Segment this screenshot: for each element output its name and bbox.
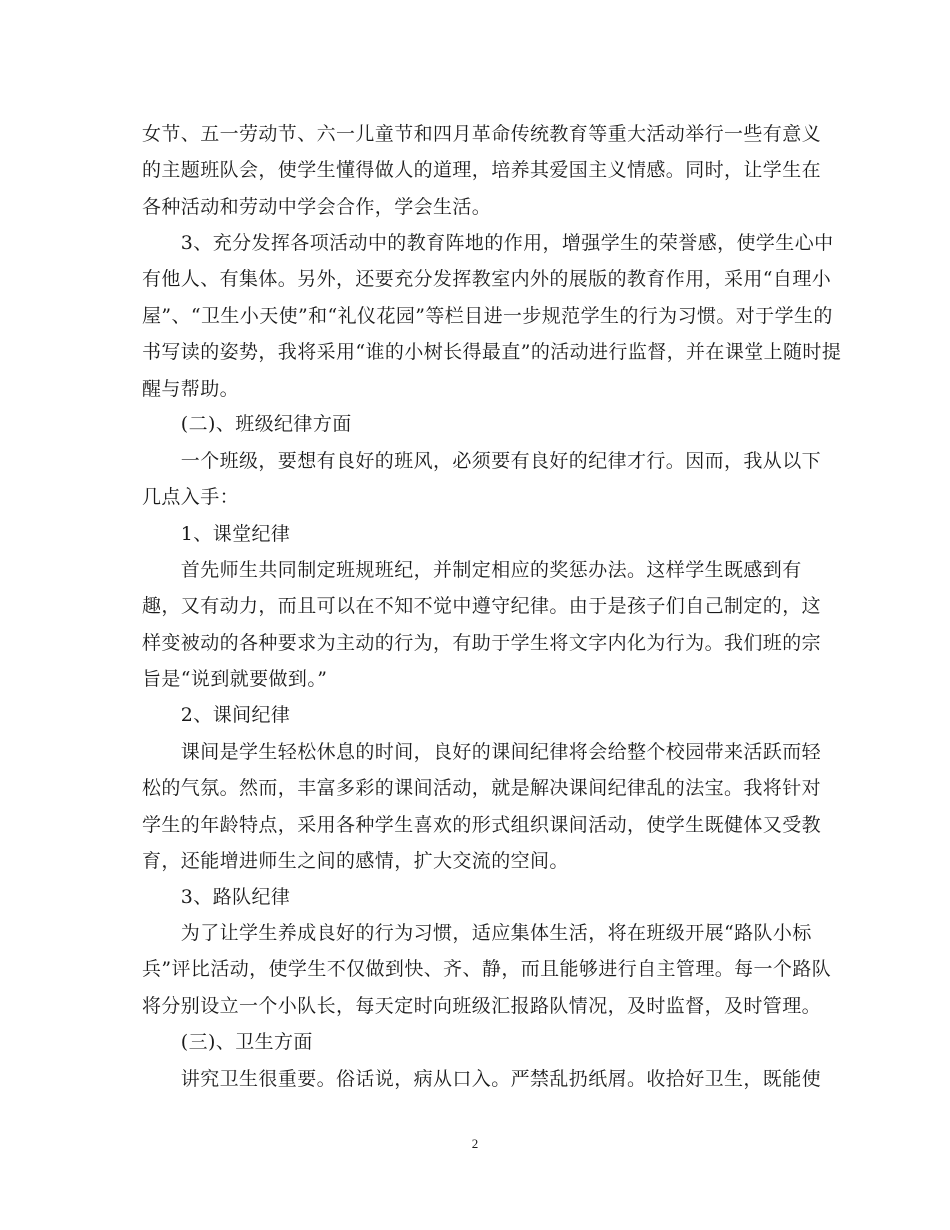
paragraph <box>142 225 842 407</box>
text-line: 兵”评比活动，使学生不仅做到快、齐、静，而且能够进行自主管理。每一个路队 <box>142 958 832 981</box>
text-line: 讲究卫生很重要。俗话说，病从口入。严禁乱扔纸屑。收拾好卫生，既能使 <box>142 1068 822 1090</box>
text-line: 女节、五一劳动节、六一儿童节和四月革命传统教育等重大活动举行一些有意义 <box>142 123 822 145</box>
paragraph <box>142 443 822 516</box>
paragraph <box>142 697 810 733</box>
text-line: 学生的年龄特点，采用各种学生喜欢的形式组织课间活动，使学生既健体又受教 <box>142 813 822 836</box>
text-line: 有他人、有集体。另外，还要充分发挥教室内外的展版的教育作用，采用“自理小 <box>142 268 832 291</box>
text-line: 醒与帮助。 <box>142 377 240 400</box>
paragraph <box>142 516 810 552</box>
text-line: 首先师生共同制定班规班纪，并制定相应的奖惩办法。这样学生既感到有 <box>142 559 802 581</box>
text-line: 几点入手： <box>142 486 240 509</box>
text-line: 为了让学生养成良好的行为习惯，适应集体生活，将在班级开展“路队小标 <box>142 922 812 944</box>
text-line: 3、充分发挥各项活动中的教育阵地的作用，增强学生的荣誉感，使学生心中 <box>142 232 834 254</box>
text-line: 屋”、“卫生小天使”和“礼仪花园”等栏目进一步规范学生的行为习惯。对于学生的 <box>142 304 833 327</box>
text-line: 样变被动的各种要求为主动的行为，有助于学生将文字内化为行为。我们班的宗 <box>142 631 822 654</box>
paragraph <box>142 879 810 915</box>
text-line: 的主题班队会，使学生懂得做人的道理，培养其爱国主义情感。同时，让学生在 <box>142 159 822 182</box>
paragraph <box>142 734 822 880</box>
text-line: 2、课间纪律 <box>142 704 291 726</box>
paragraph <box>142 406 810 442</box>
paragraph <box>142 116 822 225</box>
text-line: 课间是学生轻松休息的时间，良好的课间纪律将会给整个校园带来活跃而轻 <box>142 741 822 763</box>
page-number: 2 <box>471 1136 479 1151</box>
text-line: 各种活动和劳动中学会合作，学会生活。 <box>142 195 492 218</box>
text-line: 将分别设立一个小队长，每天定时向班级汇报路队情况，及时监督，及时管理。 <box>142 994 822 1017</box>
text-line: 趣，又有动力，而且可以在不知不觉中遵守纪律。由于是孩子们自己制定的，这 <box>142 595 822 618</box>
paragraph <box>142 915 832 1024</box>
text-line: 3、路队纪律 <box>142 886 291 908</box>
text-line: 1、课堂纪律 <box>142 523 291 545</box>
text-line: 一个班级，要想有良好的班风，必须要有良好的纪律才行。因而，我从以下 <box>142 450 822 472</box>
text-line: (三)、卫生方面 <box>142 1031 313 1053</box>
text-line: 旨是“说到就要做到。” <box>142 668 328 691</box>
paragraph <box>142 1061 822 1097</box>
text-line: 育，还能增进师生之间的感情，扩大交流的空间。 <box>142 850 569 873</box>
text-line: 书写读的姿势，我将采用“谁的小树长得最直”的活动进行监督，并在课堂上随时提 <box>142 341 842 364</box>
paragraph <box>142 1024 810 1060</box>
paragraph <box>142 552 822 698</box>
text-line: (二)、班级纪律方面 <box>142 413 352 435</box>
text-line: 松的气氛。然而，丰富多彩的课间活动，就是解决课间纪律乱的法宝。我将针对 <box>142 777 822 800</box>
